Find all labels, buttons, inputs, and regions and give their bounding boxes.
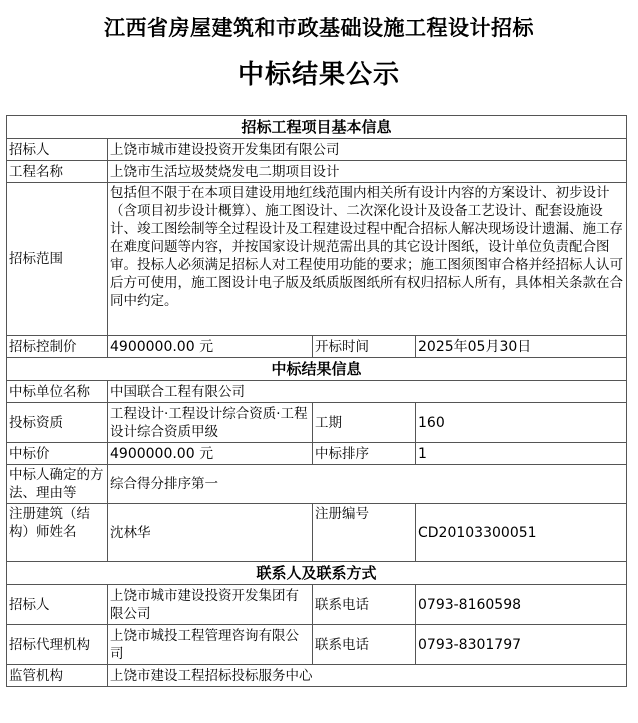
table-row bbox=[7, 403, 627, 443]
supervisor-label: 监管机构 bbox=[7, 665, 108, 687]
section-title-basic: 招标工程项目基本信息 bbox=[7, 116, 627, 139]
result-table bbox=[6, 115, 627, 687]
agent-value: 上饶市城投工程管理咨询有限公司 bbox=[108, 625, 313, 665]
period-label: 工期 bbox=[313, 403, 416, 443]
control-price-value: 4900000.00 元 bbox=[108, 336, 313, 358]
section-row-contact bbox=[7, 562, 627, 585]
architect-label: 注册建筑（结构）师姓名 bbox=[7, 504, 108, 562]
project-name-value: 上饶市生活垃圾焚烧发电二期项目设计 bbox=[108, 161, 627, 183]
section-row-basic bbox=[7, 116, 627, 139]
agent-phone-label: 联系电话 bbox=[313, 625, 416, 665]
agent-phone-value: 0793-8301797 bbox=[416, 625, 627, 665]
period-value: 160 bbox=[416, 403, 627, 443]
section-title-result: 中标结果信息 bbox=[7, 358, 627, 381]
table-row bbox=[7, 625, 627, 665]
contact-tenderer-label: 招标人 bbox=[7, 585, 108, 625]
open-time-value: 2025年05月30日 bbox=[416, 336, 627, 358]
method-label: 中标人确定的方法、理由等 bbox=[7, 465, 108, 504]
table-row bbox=[7, 585, 627, 625]
table-row bbox=[7, 161, 627, 183]
document-title: 江西省房屋建筑和市政基础设施工程设计招标 bbox=[104, 16, 534, 40]
contact-tenderer-value: 上饶市城市建设投资开发集团有限公司 bbox=[108, 585, 313, 625]
winner-value: 中国联合工程有限公司 bbox=[108, 381, 627, 403]
supervisor-value: 上饶市建设工程招标投标服务中心 bbox=[108, 665, 627, 687]
table-row bbox=[7, 504, 627, 562]
tenderer-label: 招标人 bbox=[7, 139, 108, 161]
scope-value: 包括但不限于在本项目建设用地红线范围内相关所有设计内容的方案设计、初步设计（含项目初步设计概算）、施工图设计、二次深化设计及设备工艺设计、配套设施设计、竣工图绘制等全过程设计及工程建设过程中配合招标人解决现场设计遗漏、施工存在难度问题等内容，并按国家设计规范需出具的其它设计图纸，设计单位负责配合图审。投标人必须满足招标人对工程使用功能的要求；施工图须图审合格并经招标人认可后方可使用，施工图设计电子版及纸质版图纸所有权归招标人所有，具体相关条款在合同中约定。 bbox=[108, 183, 627, 336]
section-row-result bbox=[7, 358, 627, 381]
table-row bbox=[7, 139, 627, 161]
method-value: 综合得分排序第一 bbox=[108, 465, 627, 504]
table-row bbox=[7, 665, 627, 687]
table-row bbox=[7, 336, 627, 358]
scope-label: 招标范围 bbox=[7, 183, 108, 336]
document-subtitle: 中标结果公示 bbox=[237, 60, 400, 90]
qualification-label: 投标资质 bbox=[7, 403, 108, 443]
section-title-contact: 联系人及联系方式 bbox=[7, 562, 627, 585]
price-label: 中标价 bbox=[7, 443, 108, 465]
table-row bbox=[7, 465, 627, 504]
reg-no-label: 注册编号 bbox=[313, 504, 416, 562]
rank-label: 中标排序 bbox=[313, 443, 416, 465]
open-time-label: 开标时间 bbox=[313, 336, 416, 358]
reg-no-value: CD20103300051 bbox=[416, 504, 627, 562]
qualification-value: 工程设计·工程设计综合资质·工程设计综合资质甲级 bbox=[108, 403, 313, 443]
winner-label: 中标单位名称 bbox=[7, 381, 108, 403]
table-row bbox=[7, 381, 627, 403]
architect-value: 沈林华 bbox=[108, 504, 313, 562]
agent-label: 招标代理机构 bbox=[7, 625, 108, 665]
tenderer-phone-label: 联系电话 bbox=[313, 585, 416, 625]
rank-value: 1 bbox=[416, 443, 627, 465]
tenderer-value: 上饶市城市建设投资开发集团有限公司 bbox=[108, 139, 627, 161]
table-row bbox=[7, 183, 627, 336]
table-row bbox=[7, 443, 627, 465]
project-name-label: 工程名称 bbox=[7, 161, 108, 183]
tenderer-phone-value: 0793-8160598 bbox=[416, 585, 627, 625]
price-value: 4900000.00 元 bbox=[108, 443, 313, 465]
control-price-label: 招标控制价 bbox=[7, 336, 108, 358]
